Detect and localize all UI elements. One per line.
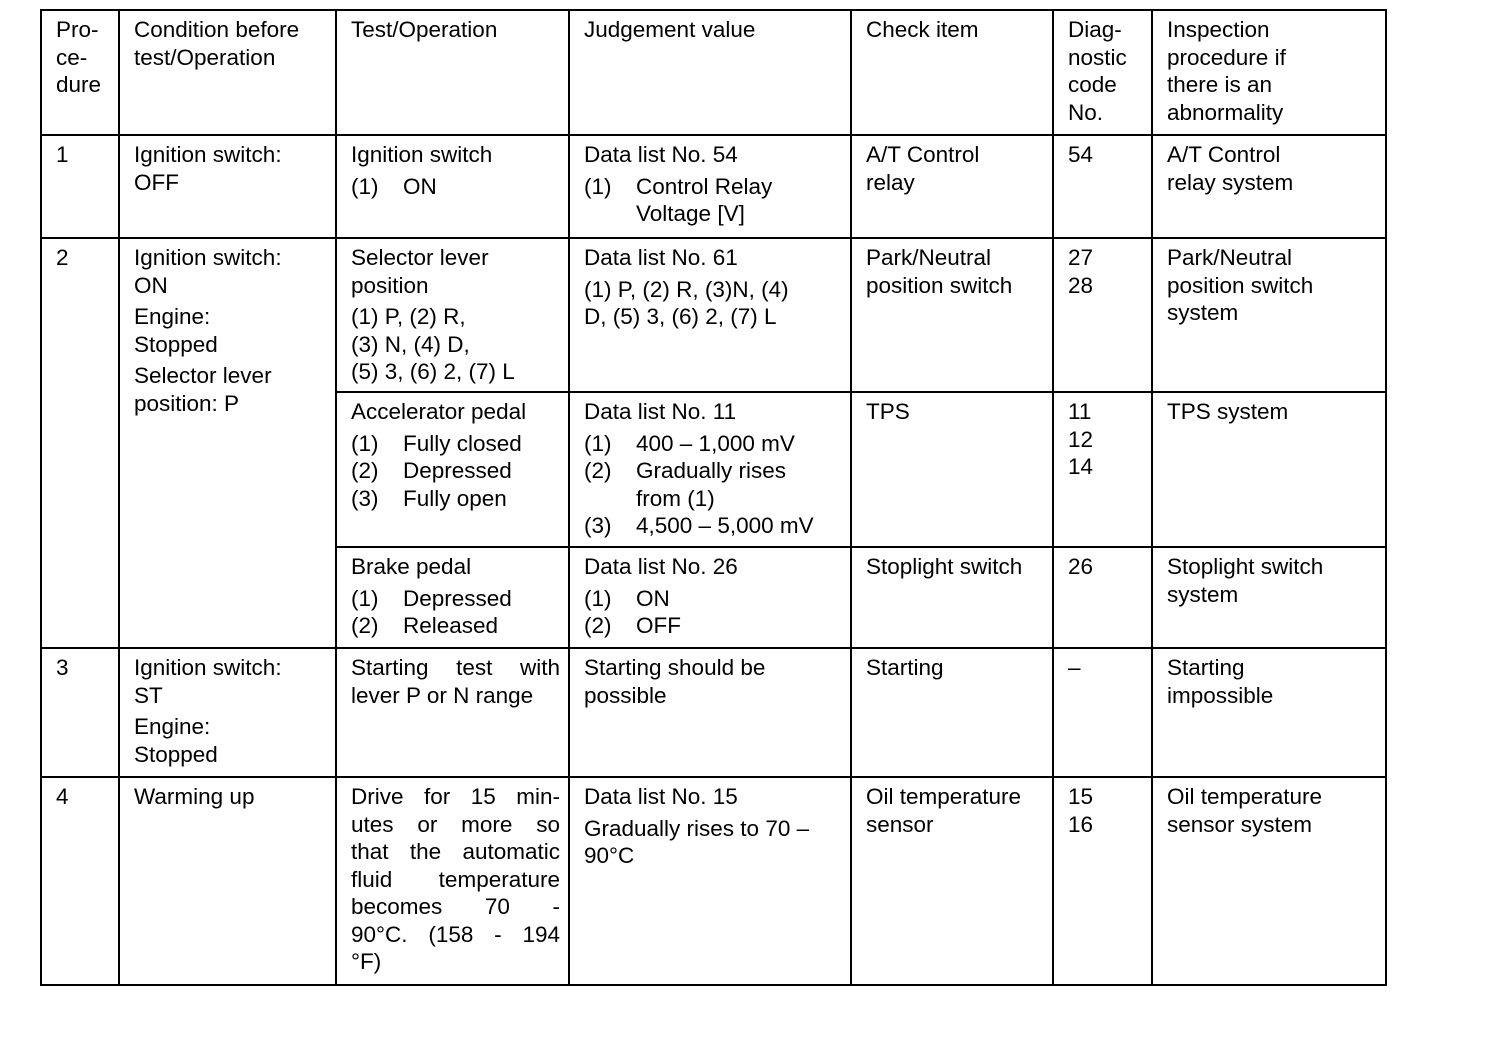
list-item: (2) Released (351, 613, 499, 638)
code-cell: 11 12 14 (1053, 392, 1152, 547)
table-row-2 (41, 238, 1386, 392)
inspection-cell: A/T Control relay system (1152, 135, 1386, 238)
code-cell: 54 (1053, 135, 1152, 238)
header-row (41, 10, 1386, 135)
judgement-cell: Data list No. 15 Gradually rises to 70 – 90°C (569, 777, 851, 985)
code-cell: 15 16 (1053, 777, 1152, 985)
header-check-item: Check item (851, 10, 1053, 135)
procedure-cell: 4 (41, 777, 119, 985)
table-row-4 (41, 777, 1386, 985)
list-item: (1) ON (351, 173, 437, 199)
test-cell: Accelerator pedal (1) Fully closed (2) Depressed (3) Fully open (336, 392, 569, 547)
code-cell: – (1053, 648, 1152, 777)
inspection-cell: Park/Neutral position switch system (1152, 238, 1386, 392)
header-condition: Condition before test/Operation (119, 10, 336, 135)
list-item: (2) Gradually rises (584, 458, 787, 483)
list-item: (1) 400 – 1,000 mV (584, 430, 795, 456)
test-cell: Starting test with lever P or N range (336, 648, 569, 777)
condition-cell: Ignition switch: ST Engine: Stopped (119, 648, 336, 777)
list-item: Voltage [V] (636, 201, 745, 226)
list-item: (1) ON (584, 585, 670, 611)
check-item-cell: Park/Neutral position switch (851, 238, 1053, 392)
condition-cell: Warming up (119, 777, 336, 985)
check-item-cell: TPS (851, 392, 1053, 547)
header-code: Diag- nostic code No. (1053, 10, 1152, 135)
procedure-cell: 2 (41, 238, 119, 648)
test-cell: Drive for 15 min- utes or more so that the automatic fluid temperature becomes 70 - 90°C. (158 - 194 °F) (336, 777, 569, 985)
inspection-cell: TPS system (1152, 392, 1386, 547)
table-row-3 (41, 648, 1386, 777)
header-test: Test/Operation (336, 10, 569, 135)
judgement-cell: Data list No. 61 (1) P, (2) R, (3)N, (4) D, (5) 3, (6) 2, (7) L (569, 238, 851, 392)
list-item: (2) Depressed (351, 458, 512, 483)
procedure-cell: 1 (41, 135, 119, 238)
list-item: (3) 4,500 – 5,000 mV (584, 513, 814, 538)
test-cell: Ignition switch (1) ON (336, 135, 569, 238)
check-item-cell: A/T Control relay (851, 135, 1053, 238)
table-row-1 (41, 135, 1386, 238)
judgement-cell: Starting should be possible (569, 648, 851, 777)
list-item: from (1) (636, 485, 715, 511)
inspection-cell: Oil temperature sensor system (1152, 777, 1386, 985)
list-item: (1) Control Relay (584, 173, 773, 199)
diagnostic-table (40, 9, 1387, 986)
procedure-cell: 3 (41, 648, 119, 777)
condition-cell: Ignition switch: ON Engine: Stopped Selector lever position: P (119, 238, 336, 648)
code-cell: 27 28 (1053, 238, 1152, 392)
check-item-cell: Stoplight switch (851, 547, 1053, 648)
header-inspection: Inspection procedure if there is an abnormality (1152, 10, 1386, 135)
judgement-cell: Data list No. 11 (1) 400 – 1,000 mV (2) Gradually rises from (1) (3) 4,500 – 5,000 mV (569, 392, 851, 547)
header-judgement: Judgement value (569, 10, 851, 135)
list-item: (1) Depressed (351, 585, 512, 611)
test-cell: Selector lever position (1) P, (2) R, (3) N, (4) D, (5) 3, (6) 2, (7) L (336, 238, 569, 392)
judgement-cell: Data list No. 26 (1) ON (2) OFF (569, 547, 851, 648)
check-item-cell: Oil temperature sensor (851, 777, 1053, 985)
inspection-cell: Starting impossible (1152, 648, 1386, 777)
judgement-cell: Data list No. 54 (1) Control Relay Voltage [V] (569, 135, 851, 238)
code-cell: 26 (1053, 547, 1152, 648)
list-item: (2) OFF (584, 613, 681, 638)
inspection-cell: Stoplight switch system (1152, 547, 1386, 648)
list-item: (1) Fully closed (351, 430, 522, 456)
check-item-cell: Starting (851, 648, 1053, 777)
header-procedure: Pro- ce- dure (41, 10, 119, 135)
test-cell: Brake pedal (1) Depressed (2) Released (336, 547, 569, 648)
condition-cell: Ignition switch: OFF (119, 135, 336, 238)
list-item: (3) Fully open (351, 485, 507, 511)
